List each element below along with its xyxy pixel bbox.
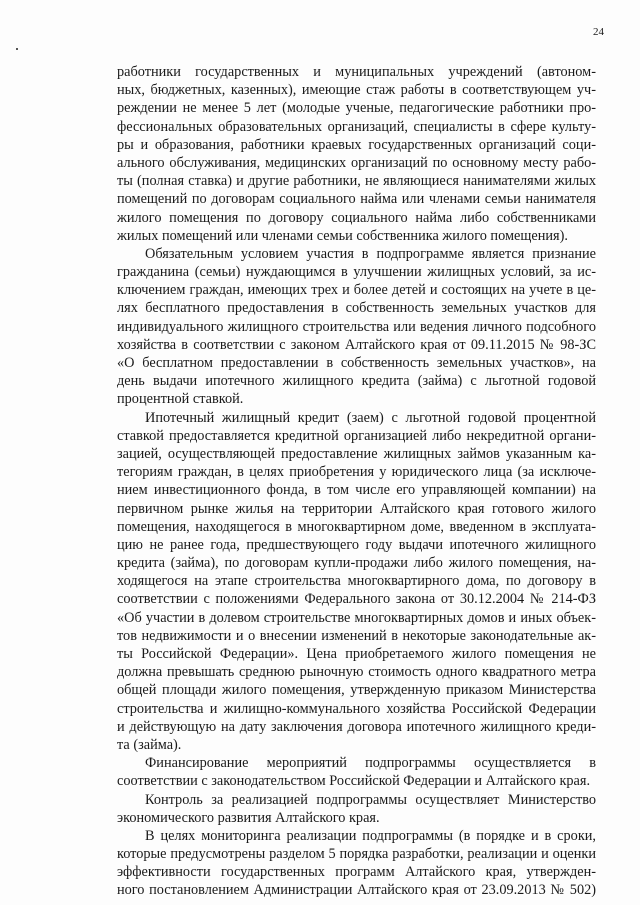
text-line: экономического развития Алтайского края. bbox=[117, 809, 380, 826]
text-line: соответствии с положениями Федерального закона от 30.12.2004 № 214-ФЗ bbox=[117, 591, 596, 608]
text-line: Ипотечный жилищный кредит (заем) с льготной годовой процентной bbox=[145, 409, 596, 426]
text-line: фессиональных образовательных организаций, специалисты в сфере культу- bbox=[117, 118, 596, 135]
text-line: день выдачи ипотечного жилищного кредита (займа) с льготной годовой bbox=[117, 373, 596, 390]
text-line: тегориям граждан, в целях приобретения у юридического лица (за исключе- bbox=[117, 464, 596, 481]
text-line: ных, бюджетных, казенных), имеющие стаж работы в соответствующем уч- bbox=[117, 82, 596, 99]
text-line: должна превышать среднюю рыночную стоимость одного квадратного метра bbox=[117, 664, 596, 681]
text-line: ры и образования, работники краевых государственных организаций соци- bbox=[117, 136, 596, 153]
text-line: помещений по договорам социального найма или членами семьи нанимателя bbox=[117, 191, 596, 208]
text-line: и действующую на дату заключения договора ипотечного жилищного креди- bbox=[117, 718, 596, 735]
text-line: Финансирование мероприятий подпрограммы осуществляется в bbox=[145, 755, 596, 772]
text-line: жилых помещений или членами семьи собственника жилого помещения). bbox=[117, 227, 568, 244]
text-line: работники государственных и муниципальных учреждений (автоном- bbox=[117, 64, 596, 80]
text-line: гражданина (семьи) нуждающимся в улучшении жилищных условий, за ис- bbox=[117, 264, 596, 281]
text-line: зацией, осуществляющей предоставление жилищных займов указанным ка- bbox=[117, 445, 596, 462]
text-line: ального обслуживания, медицинских организаций по основному месту рабо- bbox=[117, 154, 596, 171]
text-line: лях бесплатного предоставления в собственность земельных участков для bbox=[117, 300, 596, 317]
text-line: общей площади жилого помещения, утвержденную приказом Министерства bbox=[117, 682, 596, 699]
text-line: индивидуального жилищного строительства или ведения личного подсобного bbox=[117, 318, 596, 335]
paragraph-5 bbox=[117, 791, 596, 827]
text-line: нием инвестиционного фонда, в том числе его управляющей компании) на bbox=[117, 482, 596, 499]
text-line: Обязательным условием участия в подпрограмме является признание bbox=[145, 245, 596, 262]
text-line: кредита (займа), по договорам купли-продажи либо жилого помещения, на- bbox=[117, 555, 596, 572]
text-line: соответствии с законодательством Российской Федерации и Алтайского края. bbox=[117, 773, 591, 790]
text-line: реждении не менее 5 лет (молодые ученые, педагогические работники про- bbox=[117, 100, 596, 117]
text-line: жилого помещения по договору социального найма либо собственниками bbox=[117, 209, 596, 226]
text-line: тов недвижимости и о внесении изменений в некоторые законодательные ак- bbox=[117, 627, 596, 644]
text-line: процентной ставкой. bbox=[117, 391, 244, 408]
document-body bbox=[117, 63, 596, 900]
text-line: хозяйства в соответствии с законом Алтайского края от 09.11.2015 № 98-ЗС bbox=[117, 336, 596, 353]
text-line: которые предусмотрены разделом 5 порядка разработки, реализации и оценки bbox=[117, 846, 596, 863]
text-line: «Об участии в долевом строительстве многоквартирных домов и иных объек- bbox=[117, 609, 596, 626]
text-line: ного постановлением Администрации Алтайского края от 23.09.2013 № 502) bbox=[117, 882, 596, 899]
text-line: помещения, находящегося в многоквартирном доме, введенном в эксплуата- bbox=[117, 518, 596, 535]
text-line: та (займа). bbox=[117, 736, 182, 753]
paragraph-3 bbox=[117, 409, 596, 755]
page-number: 24 bbox=[593, 26, 604, 38]
paragraph-6 bbox=[117, 827, 596, 900]
text-line: ходящегося на этапе строительства многоквартирного дома, по договору в bbox=[117, 573, 596, 590]
text-line: ставкой предоставляется кредитной организацией либо некредитной органи- bbox=[117, 427, 596, 444]
scan-artifact bbox=[16, 48, 18, 50]
text-line: эффективности государственных программ Алтайского края, утвержден- bbox=[117, 864, 596, 881]
text-line: ты Российской Федерации». Цена приобретаемого жилого помещения не bbox=[117, 646, 596, 662]
text-line: В целях мониторинга реализации подпрограммы (в порядке и в сроки, bbox=[145, 827, 596, 844]
text-line: цию не ранее года, предшествующего году выдачи ипотечного жилищного bbox=[117, 536, 596, 553]
text-line: первичном рынке жилья на территории Алтайского края готового жилого bbox=[117, 500, 596, 517]
text-line: ты (полная ставка) и другие работники, не являющиеся нанимателями жилых bbox=[117, 173, 596, 190]
paragraph-1 bbox=[117, 63, 596, 245]
paragraph-4 bbox=[117, 754, 596, 790]
text-line: «О бесплатном предоставлении в собственность земельных участков», на bbox=[117, 355, 596, 371]
text-line: ключением граждан, имеющих трех и более детей и состоящих на учете в це- bbox=[117, 282, 596, 299]
paragraph-2 bbox=[117, 245, 596, 409]
text-line: строительства и жилищно-коммунального хозяйства Российской Федерации bbox=[117, 700, 596, 717]
text-line: Контроль за реализацией подпрограммы осуществляет Министерство bbox=[145, 791, 596, 808]
